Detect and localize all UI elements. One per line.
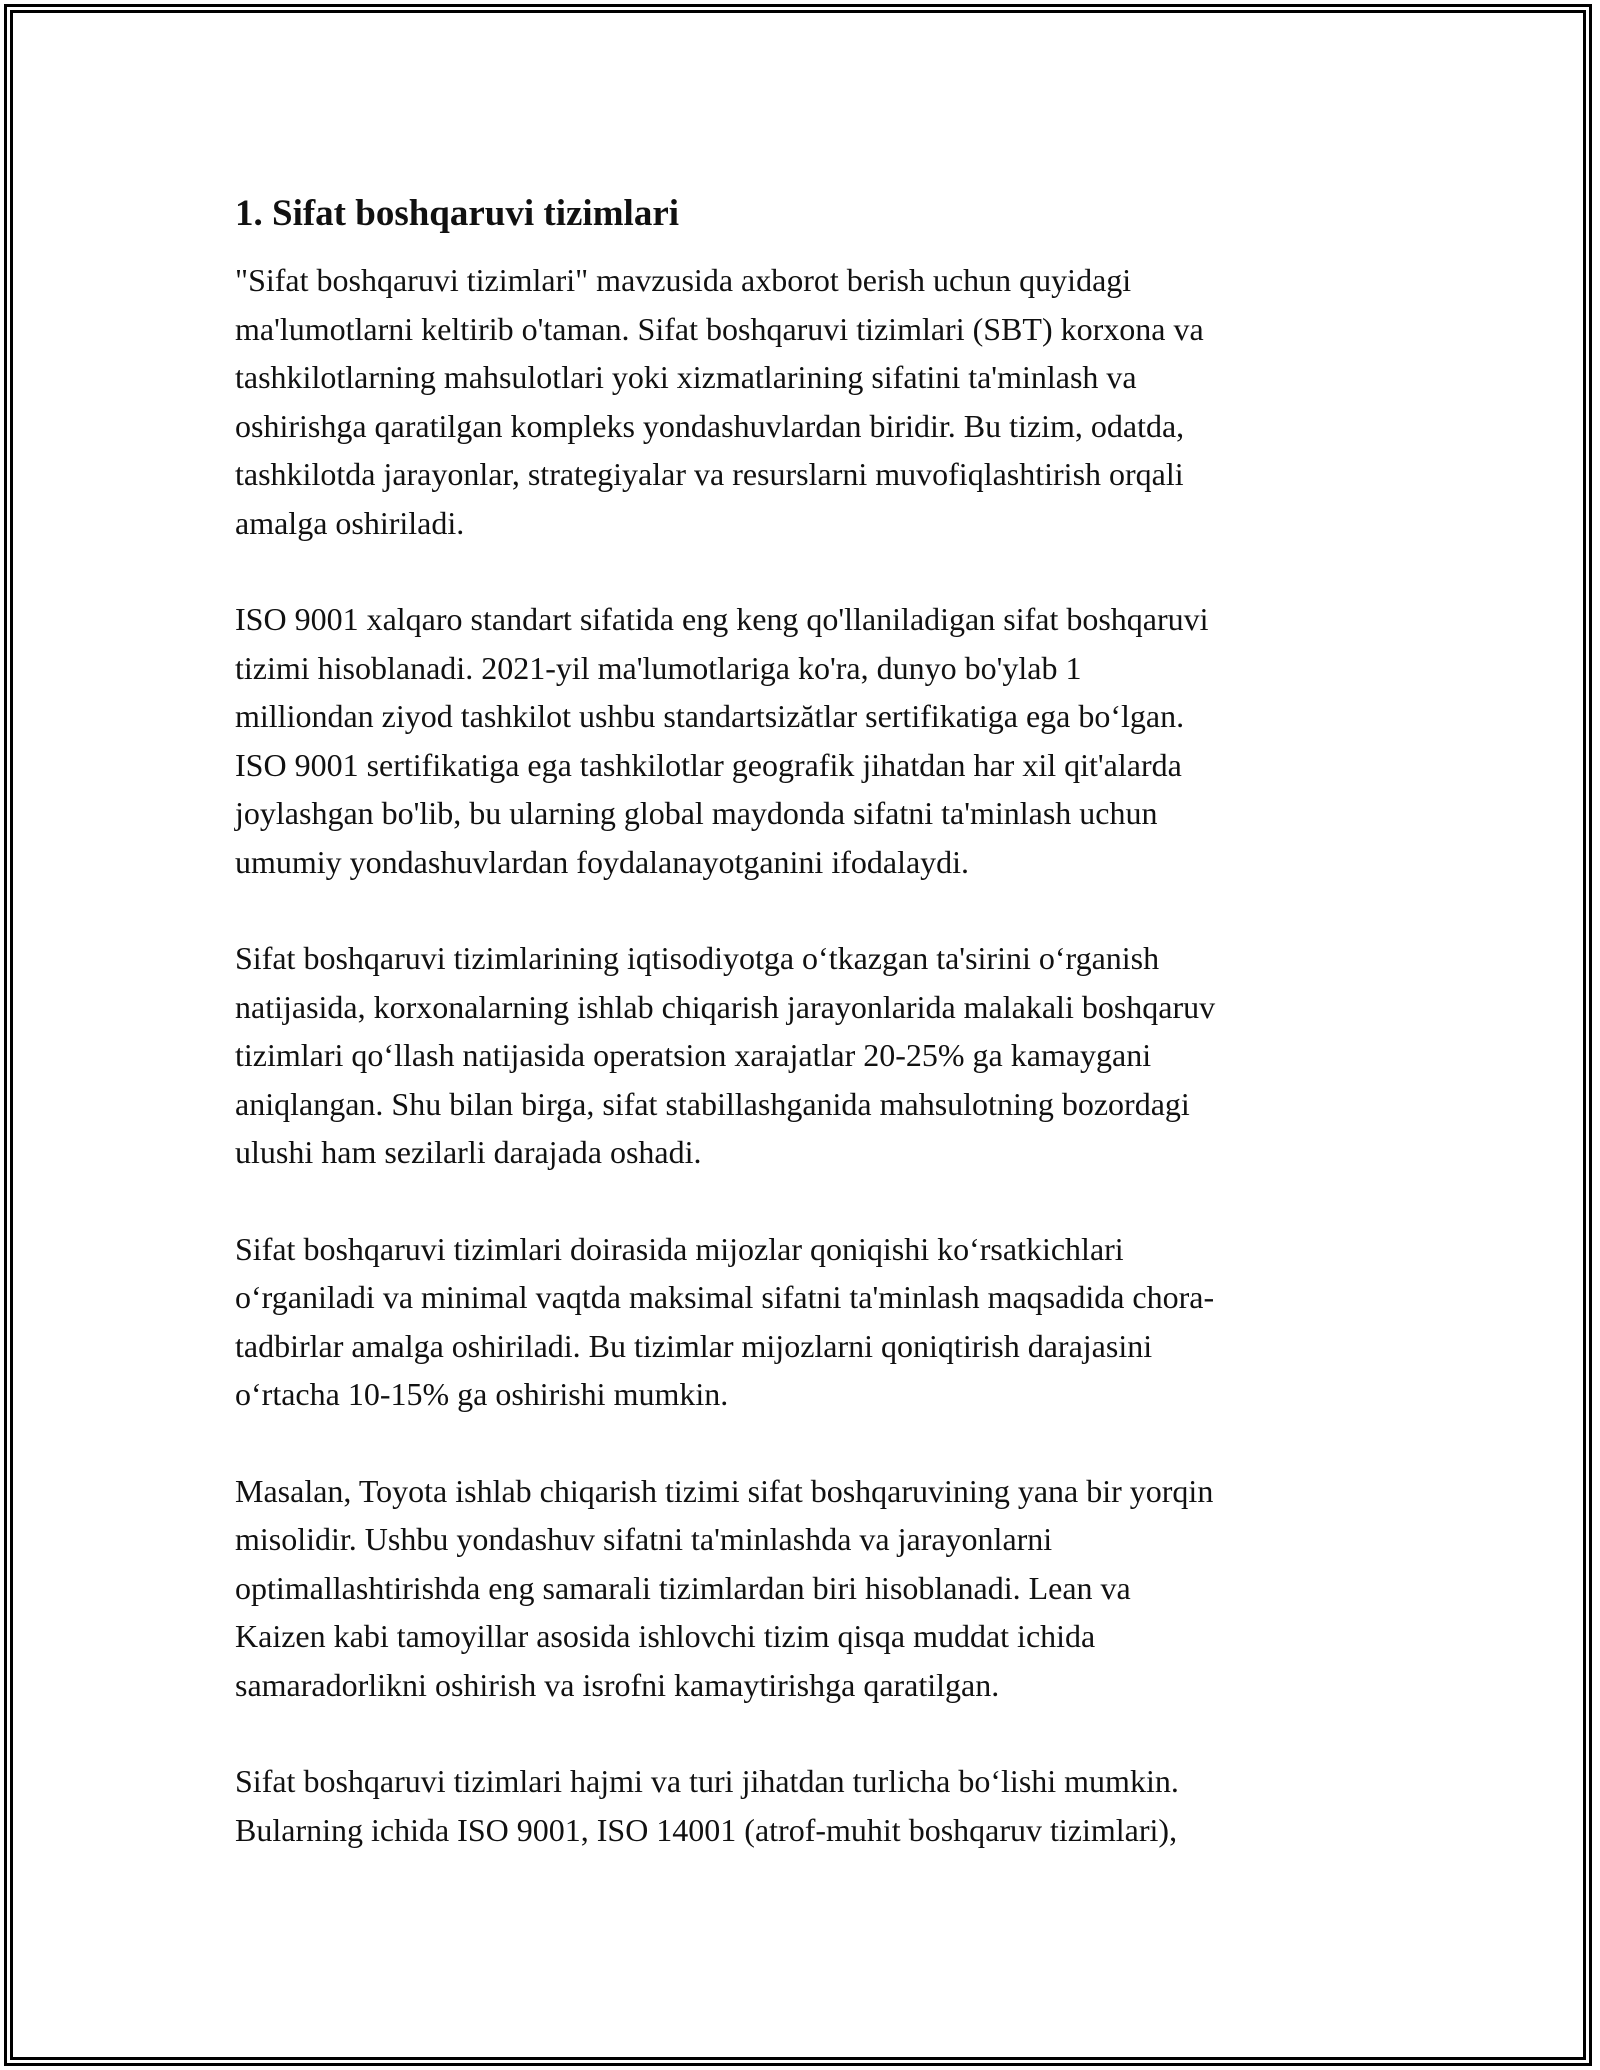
paragraph-intro: "Sifat boshqaruvi tizimlari" mavzusida axborot berish uchun quyidagi ma'lumotlarni keltirib o'taman. Sifat boshqaruvi tizimlari (SBT) korxona va tashkilotlarning mahsulotlari yoki xizmatlarining sifatini ta'minlash va oshirishga qaratilgan kompleks yondashuvlardan biridir. Bu tizim, odatda, tashkilotda jarayonlar, strategiyalar va resurslarni muvofiqlashtirish orqali amalga oshiriladi. (235, 262, 1204, 541)
document-body (235, 188, 1370, 1902)
paragraph-iso9001: ISO 9001 xalqaro standart sifatida eng keng qo'llaniladigan sifat boshqaruvi tizimi hisoblanadi. 2021-yil ma'lumotlariga ko'ra, dunyo bo'ylab 1 milliondan ziyod tashkilot ushbu standartsizătlar sertifikatiga ega boʻlgan. ISO 9001 sertifikatiga ega tashkilotlar geografik jihatdan har xil qit'alarda joylashgan bo'lib, bu ularning global maydonda sifatni ta'minlash uchun umumiy yondashuvlardan foydalanayotganini ifodalaydi. (235, 601, 1209, 880)
paragraph-toyota-example: Masalan, Toyota ishlab chiqarish tizimi sifat boshqaruvining yana bir yorqin misolidir. Ushbu yondashuv sifatni ta'minlashda va jarayonlarni optimallashtirishda eng samarali tizimlardan biri hisoblanadi. Lean va Kaizen kabi tamoyillar asosida ishlovchi tizim qisqa muddat ichida samaradorlikni oshirish va isrofni kamaytirishga qaratilgan. (235, 1472, 1214, 1703)
paragraph-system-types: Sifat boshqaruvi tizimlari hajmi va turi jihatdan turlicha boʻlishi mumkin. Bularning ichida ISO 9001, ISO 14001 (atrof-muhit boshqaruv tizimlari), (235, 1763, 1179, 1848)
page-title: 1. Sifat boshqaruvi tizimlari (235, 193, 680, 234)
paragraph-economic-impact: Sifat boshqaruvi tizimlarining iqtisodiyotga oʻtkazgan ta'sirini oʻrganish natijasida, korxonalarning ishlab chiqarish jarayonlarida malakali boshqaruv tizimlari qoʻllash natijasida operatsion xarajatlar 20-25% ga kamaygani aniqlangan. Shu bilan birga, sifat stabillashganida mahsulotning bozordagi ulushi ham sezilarli darajada oshadi. (235, 940, 1216, 1170)
paragraph-customer-satisfaction: Sifat boshqaruvi tizimlari doirasida mijozlar qoniqishi koʻrsatkichlari oʻrganiladi va minimal vaqtda maksimal sifatni ta'minlash maqsadida chora- tadbirlar amalga oshiriladi. Bu tizimlar mijozlarni qoniqtirish darajasini oʻrtacha 10-15% ga oshirishi mumkin. (235, 1230, 1215, 1412)
